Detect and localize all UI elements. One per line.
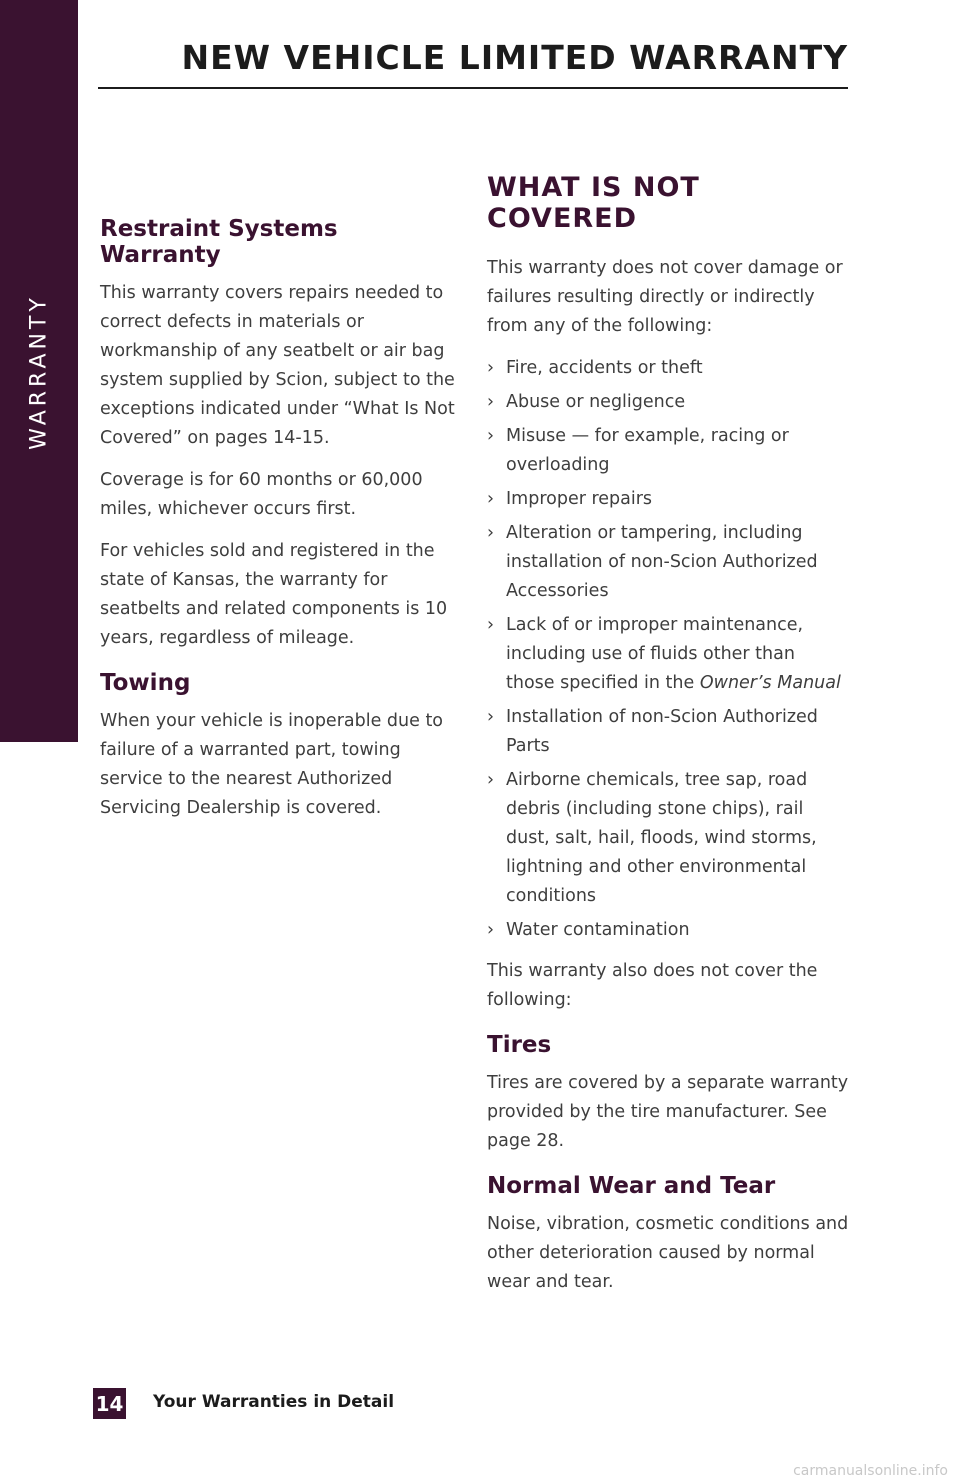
list-item: › Fire, accidents or theft xyxy=(487,354,849,383)
bullet-chevron-icon: › xyxy=(487,392,494,412)
bullet-chevron-icon: › xyxy=(487,707,494,727)
list-item: › Airborne chemicals, tree sap, road debris (including stone chips), rail dust, salt, hail, floods, wind storms, lightning and other environmental conditions xyxy=(487,766,849,911)
not-covered-intro: This warranty does not cover damage or failures resulting directly or indirectly from any of the following: xyxy=(487,258,843,336)
list-item: › Water contamination xyxy=(487,916,849,945)
list-item: › Lack of or improper maintenance, including use of fluids other than those specified in the Owner’s Manual xyxy=(487,611,849,698)
bullet-chevron-icon: › xyxy=(487,426,494,446)
not-covered-heading: WHAT IS NOT COVERED xyxy=(487,172,700,234)
list-item: › Abuse or negligence xyxy=(487,388,849,417)
section-side-tab xyxy=(0,0,78,742)
title-divider xyxy=(98,87,848,89)
exclusion-list xyxy=(487,354,849,945)
left-column xyxy=(100,216,462,836)
list-item: › Misuse — for example, racing or overloading xyxy=(487,422,849,480)
bullet-chevron-icon: › xyxy=(487,358,494,378)
list-item: › Alteration or tampering, including installation of non-Scion Authorized Accessories xyxy=(487,519,849,606)
tires-heading: Tires xyxy=(487,1032,552,1058)
owners-manual-reference: Owner’s Manual xyxy=(699,673,841,693)
tires-paragraph: Tires are covered by a separate warranty provided by the tire manufacturer. See page 28. xyxy=(487,1073,849,1151)
page-number: 14 xyxy=(93,1388,126,1419)
bullet-chevron-icon: › xyxy=(487,770,494,790)
footer-section-title: Your Warranties in Detail xyxy=(153,1392,395,1412)
restraint-paragraph-3: For vehicles sold and registered in the state of Kansas, the warranty for seatbelts and related components is 10 years, regardless of mileage. xyxy=(100,541,448,648)
bullet-chevron-icon: › xyxy=(487,489,494,509)
watermark: carmanualsonline.info xyxy=(793,1463,948,1479)
right-column xyxy=(487,172,849,1310)
wear-heading: Normal Wear and Tear xyxy=(487,1173,776,1199)
side-tab-label: WARRANTY xyxy=(26,294,52,450)
wear-paragraph: Noise, vibration, cosmetic conditions and other deterioration caused by normal wear and tear. xyxy=(487,1214,849,1292)
page-title: NEW VEHICLE LIMITED WARRANTY xyxy=(181,38,848,77)
list-item: › Installation of non-Scion Authorized Parts xyxy=(487,703,849,761)
restraint-paragraph-1: This warranty covers repairs needed to correct defects in materials or workmanship of any seatbelt or air bag system supplied by Scion, subject to the exceptions indicated under “What Is Not Covered” on pages 14-15. xyxy=(100,283,455,448)
also-not-covered-text: This warranty also does not cover the following: xyxy=(487,961,818,1010)
restraint-heading: Restraint Systems Warranty xyxy=(100,216,338,268)
list-item: › Improper repairs xyxy=(487,485,849,514)
towing-paragraph: When your vehicle is inoperable due to failure of a warranted part, towing service to the nearest Authorized Servicing Dealership is covered. xyxy=(100,711,444,818)
restraint-paragraph-2: Coverage is for 60 months or 60,000 miles, whichever occurs first. xyxy=(100,470,423,519)
bullet-chevron-icon: › xyxy=(487,920,494,940)
towing-heading: Towing xyxy=(100,670,191,696)
bullet-chevron-icon: › xyxy=(487,615,494,635)
bullet-chevron-icon: › xyxy=(487,523,494,543)
